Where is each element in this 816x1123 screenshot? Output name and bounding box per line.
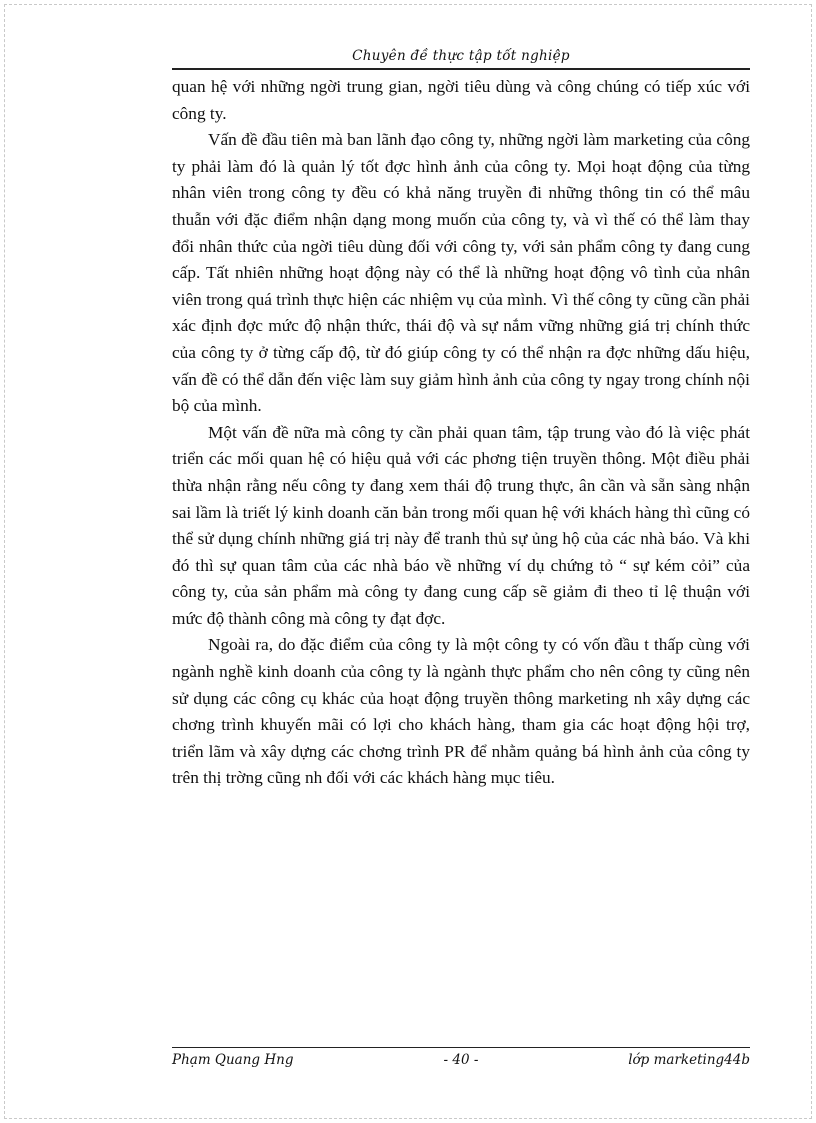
page-number: - 40 - <box>443 1052 479 1068</box>
document-body <box>172 74 750 792</box>
page-footer <box>172 1047 750 1074</box>
paragraph-other-tools: Ngoài ra, do đặc điểm của công ty là một công ty có vốn đầu t thấp cùng với ngành nghề kinh doanh của công ty là ngành thực phẩm cho nên công ty cũng nên sử dụng các công cụ khác của hoạt động truyền thông marketing nh xây dựng các chơng trình khuyến mãi có lợi cho khách hàng, tham gia các hoạt động hội trợ, triển lãm và xây dựng các chơng trình PR để nhằm quảng bá hình ảnh của công ty trên thị trờng cũng nh đối với các khách hàng mục tiêu. <box>172 635 750 788</box>
continuation-paragraph: quan hệ với những ngời trung gian, ngời tiêu dùng và công chúng có tiếp xúc với công ty. <box>172 77 750 123</box>
header-title: Chuyên đề thực tập tốt nghiệp <box>352 48 570 64</box>
page-header <box>172 46 750 70</box>
footer-author: Phạm Quang Hng <box>172 1052 294 1068</box>
paragraph-media-relations: Một vấn đề nữa mà công ty cần phải quan tâm, tập trung vào đó là việc phát triển các mối quan hệ có hiệu quả với các phơng tiện truyền thông. Một điều phải thừa nhận rằng nếu công ty đang xem thái độ trung thực, ân cần và sẵn sàng nhận sai lầm là triết lý kinh doanh căn bản trong mối quan hệ với khách hàng thì cũng có thể sử dụng chính những giá trị này để tranh thủ sự ủng hộ của các nhà báo. Và khi đó thì sự quan tâm của các nhà báo về những ví dụ chứng tỏ “ sự kém cỏi” của công ty, của sản phẩm mà công ty đang cung cấp sẽ giảm đi theo tỉ lệ thuận với mức độ thành công mà công ty đạt đợc. <box>172 422 750 628</box>
paragraph-image-management: Vấn đề đầu tiên mà ban lãnh đạo công ty, những ngời làm marketing của công ty phải làm đó là quản lý tốt đợc hình ảnh của công ty. Mọi hoạt động của từng nhân viên trong công ty đều có khả năng truyền đi những thông tin có thể mâu thuẫn với đặc điểm nhận dạng mong muốn của công ty, và vì thế có thể làm thay đổi nhân thức của ngời tiêu dùng đối với công ty, với sản phẩm công ty đang cung cấp. Tất nhiên những hoạt động này có thể là những hoạt động vô tình của nhân viên trong quá trình thực hiện các nhiệm vụ của mình. Vì thế công ty cũng cần phải xác định đợc mức độ nhận thức, thái độ và sự nắm vững những giá trị chính thức của công ty ở từng cấp độ, từ đó giúp công ty có thể nhận ra đợc những dấu hiệu, vấn đề có thể dẫn đến việc làm suy giảm hình ảnh của công ty ngay trong chính nội bộ của mình. <box>172 130 750 416</box>
footer-class-name: lớp marketing44b <box>628 1052 750 1068</box>
